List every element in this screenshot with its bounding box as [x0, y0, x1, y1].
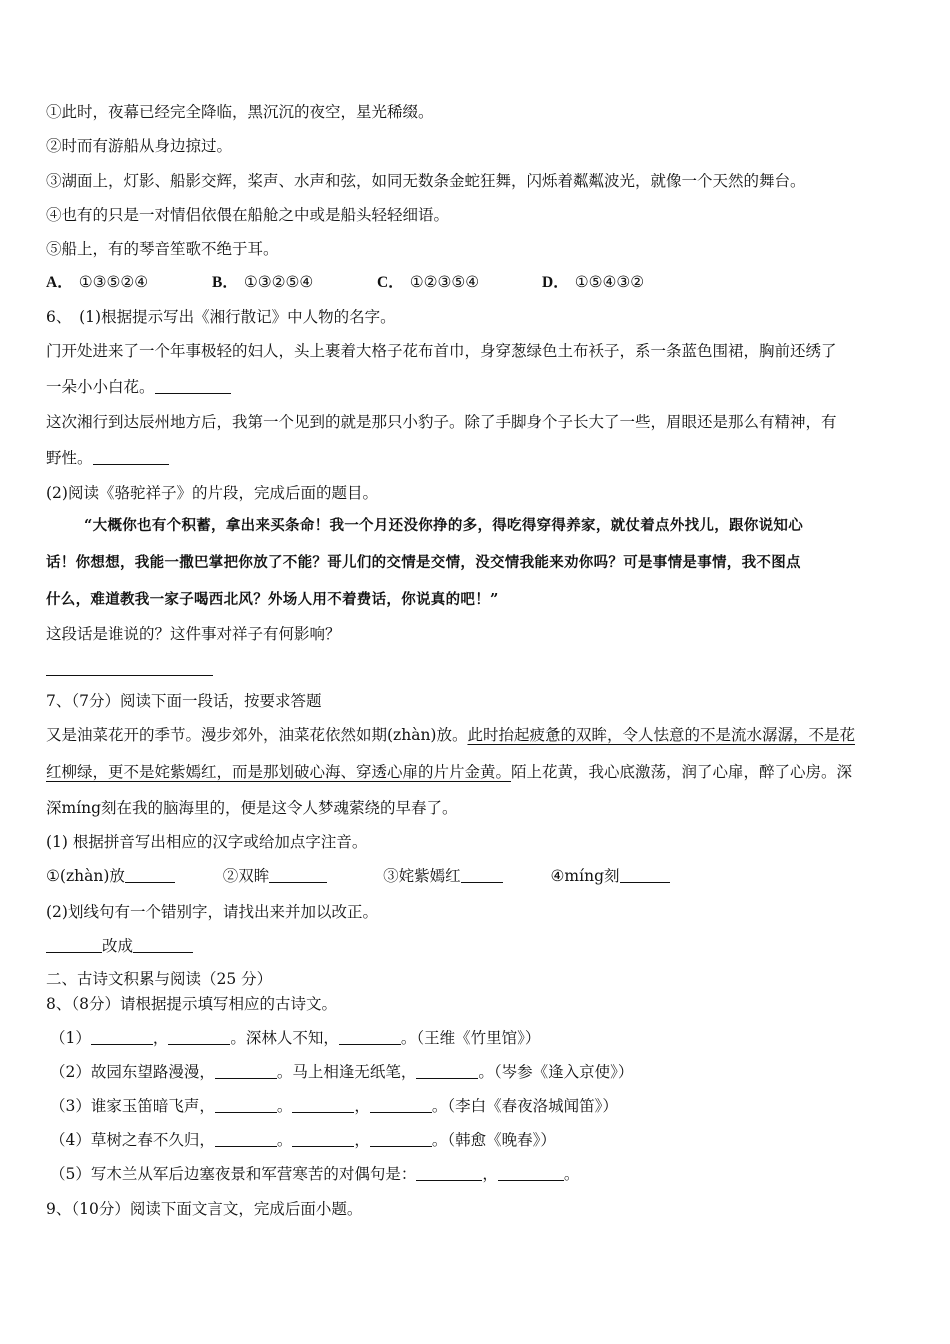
q6-passage-1b: 一朵小小白花。 — [46, 378, 155, 396]
answer-blank[interactable] — [215, 1096, 277, 1113]
q6-passage-2b-line — [46, 447, 169, 469]
q8-line-3 — [50, 1095, 618, 1117]
q8-line-1 — [50, 1027, 540, 1049]
answer-blank[interactable] — [269, 866, 327, 883]
answer-blank[interactable] — [339, 1028, 401, 1045]
answer-blank[interactable] — [416, 1164, 482, 1181]
line-text: （3）谁家玉笛暗飞声， — [50, 1097, 215, 1115]
q6-quote-line-2: 话！你想想，我能一撒巴掌把你放了不能？哥儿们的交情是交情，没交情我能来劝你吗？可是事情是事情，我不图点 — [46, 554, 801, 571]
line-text: ， — [354, 1097, 370, 1115]
section-2-title: 二、古诗文积累与阅读（25 分） — [46, 970, 273, 988]
line-text: （1） — [50, 1029, 91, 1047]
q6-sub2: (2)阅读《骆驼祥子》的片段，完成后面的题目。 — [46, 484, 378, 502]
q5-sentence-3: ③湖面上，灯影、船影交辉，桨声、水声和弦，如同无数条金蛇狂舞，闪烁着粼粼波光，就像一个天然的舞台。 — [46, 172, 806, 190]
option-letter: C． — [377, 274, 404, 291]
underlined-sentence: 此时抬起疲惫的双眸，令人怯意的不是流水潺潺，不是花 — [467, 726, 855, 744]
answer-blank[interactable] — [133, 936, 193, 953]
option-text: ①②③⑤④ — [409, 273, 480, 291]
q6-passage-1a: 门开处进来了一个年事极轻的妇人，头上裹着大格子花布首巾，身穿葱绿色土布袄子，系一条蓝色围裙，胸前还绣了 — [46, 342, 837, 360]
option-letter: D． — [542, 274, 569, 291]
q6-passage-1b-line — [46, 376, 231, 398]
answer-blank[interactable] — [370, 1096, 432, 1113]
q6-passage-2a: 这次湘行到达辰州地方后，我第一个见到的就是那只小豹子。除了手脚身个子长大了一些，眉眼还是那么有精神，有 — [46, 413, 837, 431]
passage-text: 又是油菜花开的季节。漫步郊外，油菜花依然如期(zhàn)放。 — [46, 726, 468, 744]
q7-item-4: ④míng刻 — [550, 867, 620, 885]
line-text: ， — [482, 1165, 498, 1183]
answer-blank[interactable] — [168, 1028, 230, 1045]
q7-item-3: ③姹紫嫣红 — [383, 867, 461, 885]
q6-passage-2b: 野性。 — [46, 449, 93, 467]
q7-heading: 7、（7分）阅读下面一段话，按要求答题 — [46, 692, 322, 710]
q8-line-2 — [50, 1061, 633, 1083]
q6-quote-line-3: 什么，难道教我一家子喝西北风？外场人用不着费话，你说真的吧！” — [46, 591, 499, 608]
answer-blank[interactable] — [46, 936, 102, 953]
line-text: 。（韩愈《晚春》） — [431, 1131, 556, 1149]
q5-option-c[interactable] — [377, 271, 479, 294]
q6-question: 这段话是谁说的？这件事对祥子有何影响？ — [46, 625, 341, 643]
option-text: ①③②⑤④ — [243, 273, 314, 291]
q5-option-b[interactable] — [212, 271, 313, 294]
passage-text: 陌上花黄，我心底激荡，润了心扉，醉了心房。深 — [511, 763, 853, 781]
line-text: 。 — [563, 1165, 580, 1183]
q7-passage-line-2 — [46, 761, 852, 783]
underlined-sentence: 红柳绿，更不是姹紫嫣红，而是那划破心海、穿透心扉的片片金黄。 — [46, 763, 512, 781]
line-text: 。深林人不知， — [230, 1029, 339, 1047]
q7-item-1: ①(zhàn)放 — [46, 867, 125, 885]
line-text: （4）草树之春不久归， — [50, 1131, 215, 1149]
q5-option-a[interactable] — [46, 271, 148, 294]
option-letter: A． — [46, 274, 73, 291]
option-letter: B． — [212, 274, 238, 291]
q8-heading: 8、（8分）请根据提示填写相应的古诗文。 — [46, 995, 337, 1013]
line-text: 。 — [276, 1097, 293, 1115]
line-text: （2）故园东望路漫漫， — [50, 1063, 215, 1081]
q9-heading: 9、（10分）阅读下面文言文，完成后面小题。 — [46, 1200, 363, 1218]
quote-text: “大概你也有个积蓄，拿出来买条命！我一个月还没你挣的多，得吃得穿得养家，就仗着点外找儿，跟你说知心 — [84, 517, 804, 534]
answer-blank[interactable] — [416, 1062, 478, 1079]
answer-blank[interactable] — [155, 377, 231, 394]
line-text: 。（李白《春夜洛城闻笛》） — [431, 1097, 618, 1115]
line-text: 。（王维《竹里馆》） — [400, 1029, 541, 1047]
answer-blank[interactable] — [370, 1130, 432, 1147]
line-text: 。马上相逢无纸笔， — [276, 1063, 417, 1081]
answer-blank[interactable] — [91, 1028, 153, 1045]
line-text: 。（岑参《逢入京使》） — [478, 1063, 634, 1081]
line-text: （5）写木兰从军后边塞夜景和军营寒苦的对偶句是： — [50, 1165, 417, 1183]
answer-blank[interactable] — [461, 866, 503, 883]
answer-blank[interactable] — [215, 1062, 277, 1079]
option-text: ①③⑤②④ — [78, 273, 149, 291]
answer-blank[interactable] — [620, 866, 670, 883]
answer-blank[interactable] — [498, 1164, 564, 1181]
line-text: ， — [152, 1029, 169, 1047]
option-text: ①⑤④③② — [574, 273, 645, 291]
line-text: 。 — [276, 1131, 293, 1149]
q5-sentence-4: ④也有的只是一对情侣依偎在船舱之中或是船头轻轻细语。 — [46, 206, 450, 224]
q5-sentence-5: ⑤船上，有的琴音笙歌不绝于耳。 — [46, 240, 279, 258]
answer-blank[interactable] — [93, 448, 169, 465]
q7-sub1: (1) 根据拼音写出相应的汉字或给加点字注音。 — [46, 833, 368, 851]
q8-line-5 — [50, 1163, 579, 1185]
fix-label: 改成 — [102, 937, 134, 955]
q7-fix-row — [46, 935, 193, 957]
q6-heading: 6、 (1)根据提示写出《湘行散记》中人物的名字。 — [46, 308, 396, 326]
line-text: ， — [354, 1131, 370, 1149]
q7-item-2: ②双眸 — [222, 867, 270, 885]
q7-sub2: (2)划线句有一个错别字，请找出来并加以改正。 — [46, 903, 378, 921]
q5-sentence-2: ②时而有游船从身边掠过。 — [46, 137, 233, 155]
answer-blank[interactable] — [292, 1096, 354, 1113]
answer-blank[interactable] — [292, 1130, 354, 1147]
answer-blank[interactable] — [125, 866, 175, 883]
q6-quote-line-1 — [60, 515, 803, 537]
q7-passage-line-3: 深míng刻在我的脑海里的，便是这令人梦魂萦绕的早春了。 — [46, 799, 458, 817]
q7-items-row — [46, 865, 670, 887]
q8-line-4 — [50, 1129, 556, 1151]
answer-line[interactable] — [46, 675, 213, 676]
answer-blank[interactable] — [215, 1130, 277, 1147]
q7-passage-line-1 — [46, 724, 855, 746]
q5-option-d[interactable] — [542, 271, 644, 294]
q5-sentence-1: ①此时，夜幕已经完全降临，黑沉沉的夜空，星光稀缀。 — [46, 103, 434, 121]
